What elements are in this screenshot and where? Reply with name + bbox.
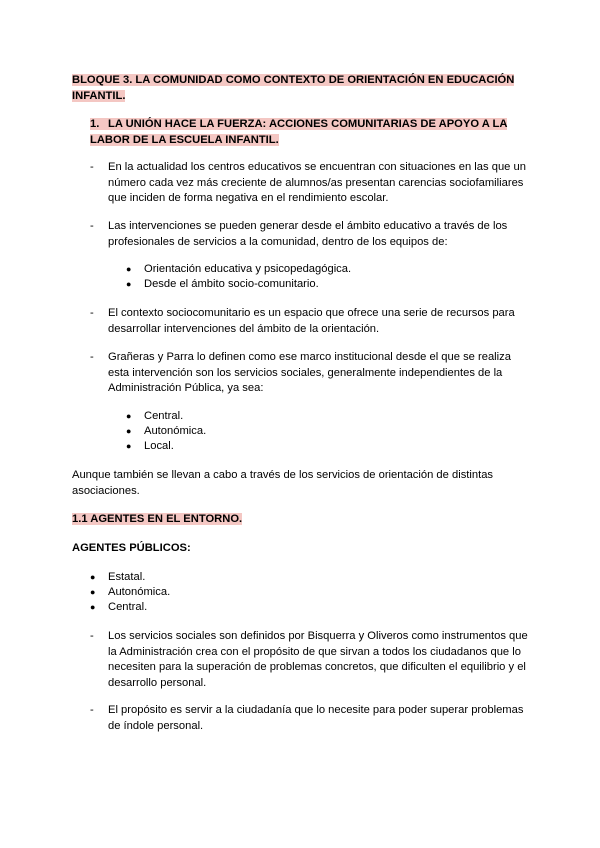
- list-item: [90, 600, 470, 616]
- bullet-marker: ●: [126, 441, 132, 451]
- subsection-title: [72, 512, 532, 528]
- section-title-text: [90, 118, 507, 146]
- paragraph-1: [90, 160, 530, 207]
- agents-heading: AGENTES PÚBLICOS:: [72, 542, 191, 554]
- paragraph-text: El contexto sociocomunitario es un espacio que ofrece una serie de recursos para desarrollar intervenciones del ámbito de la orientación.: [108, 307, 515, 335]
- list-item-text: Orientación educativa y psicopedagógica.: [144, 263, 352, 275]
- paragraph-2: [90, 219, 530, 250]
- dash-marker: -: [90, 630, 94, 642]
- list-item: [90, 570, 470, 586]
- bullet-marker: ●: [90, 587, 96, 597]
- bullet-marker: ●: [126, 411, 132, 421]
- paragraph-7: [90, 703, 530, 734]
- list-item: [126, 262, 506, 278]
- paragraph-text: Los servicios sociales son definidos por Bisquerra y Oliveros como instrumentos que la Administración crea con el propósito de que sirvan a todos los ciudadanos que lo necesiten para la superación de problemas concretos, que dificulten el equilibrio y el desarrollo personal.: [108, 630, 528, 689]
- list-item-text: Autonómica.: [108, 586, 171, 598]
- section-title: [90, 117, 520, 148]
- block-title-text: BLOQUE 3. LA COMUNIDAD COMO CONTEXTO DE ORIENTACIÓN EN EDUCACIÓN INFANTIL.: [72, 74, 515, 102]
- dash-marker: -: [90, 220, 94, 232]
- bullet-marker: ●: [126, 264, 132, 274]
- subsection-title-text: 1.1 AGENTES EN EL ENTORNO.: [72, 513, 243, 525]
- list-item: [126, 439, 506, 455]
- dash-marker: -: [90, 351, 94, 363]
- paragraph-6: [90, 629, 530, 691]
- dash-marker: -: [90, 307, 94, 319]
- paragraph-text: El propósito es servir a la ciudadanía que lo necesite para poder superar problemas de índole personal.: [108, 704, 524, 732]
- dash-marker: -: [90, 704, 94, 716]
- list-item-text: Desde el ámbito socio-comunitario.: [144, 278, 319, 290]
- list-item-text: Central.: [108, 601, 148, 613]
- list-item-text: Autonómica.: [144, 425, 207, 437]
- section-number: 1.: [90, 118, 100, 130]
- paragraph-text: Las intervenciones se pueden generar desde el ámbito educativo a través de los profesionales de servicios a la comunidad, dentro de los equipos de:: [108, 220, 508, 248]
- bullet-marker: ●: [90, 602, 96, 612]
- paragraph-text: Grañeras y Parra lo definen como ese marco institucional desde el que se realiza esta intervención son los servicios sociales, generalmente independientes de la Administración Pública, ya sea:: [108, 351, 511, 394]
- dash-marker: -: [90, 161, 94, 173]
- list-item: [126, 277, 506, 293]
- block-title: [72, 73, 532, 104]
- list-item-text: Estatal.: [108, 571, 146, 583]
- paragraph-4: [90, 350, 530, 397]
- bullet-marker: ●: [126, 426, 132, 436]
- section-title-label: LA UNIÓN HACE LA FUERZA: ACCIONES COMUNITARIAS DE APOYO A LA LABOR DE LA ESCUELA INFANTIL.: [90, 118, 508, 146]
- bullet-marker: ●: [90, 572, 96, 582]
- paragraph-5: Aunque también se llevan a cabo a través de los servicios de orientación de distintas asociaciones.: [72, 469, 494, 497]
- paragraph-text: En la actualidad los centros educativos se encuentran con situaciones en las que un número cada vez más creciente de alumnos/as presentan carencias sociofamiliares que inciden de forma negativa en el rendimiento escolar.: [108, 161, 526, 204]
- paragraph-3: [90, 306, 530, 337]
- list-item: [126, 409, 506, 425]
- list-item-text: Central.: [144, 410, 184, 422]
- bullet-marker: ●: [126, 279, 132, 289]
- list-item: [126, 424, 506, 440]
- list-item: [90, 585, 470, 601]
- list-item-text: Local.: [144, 440, 174, 452]
